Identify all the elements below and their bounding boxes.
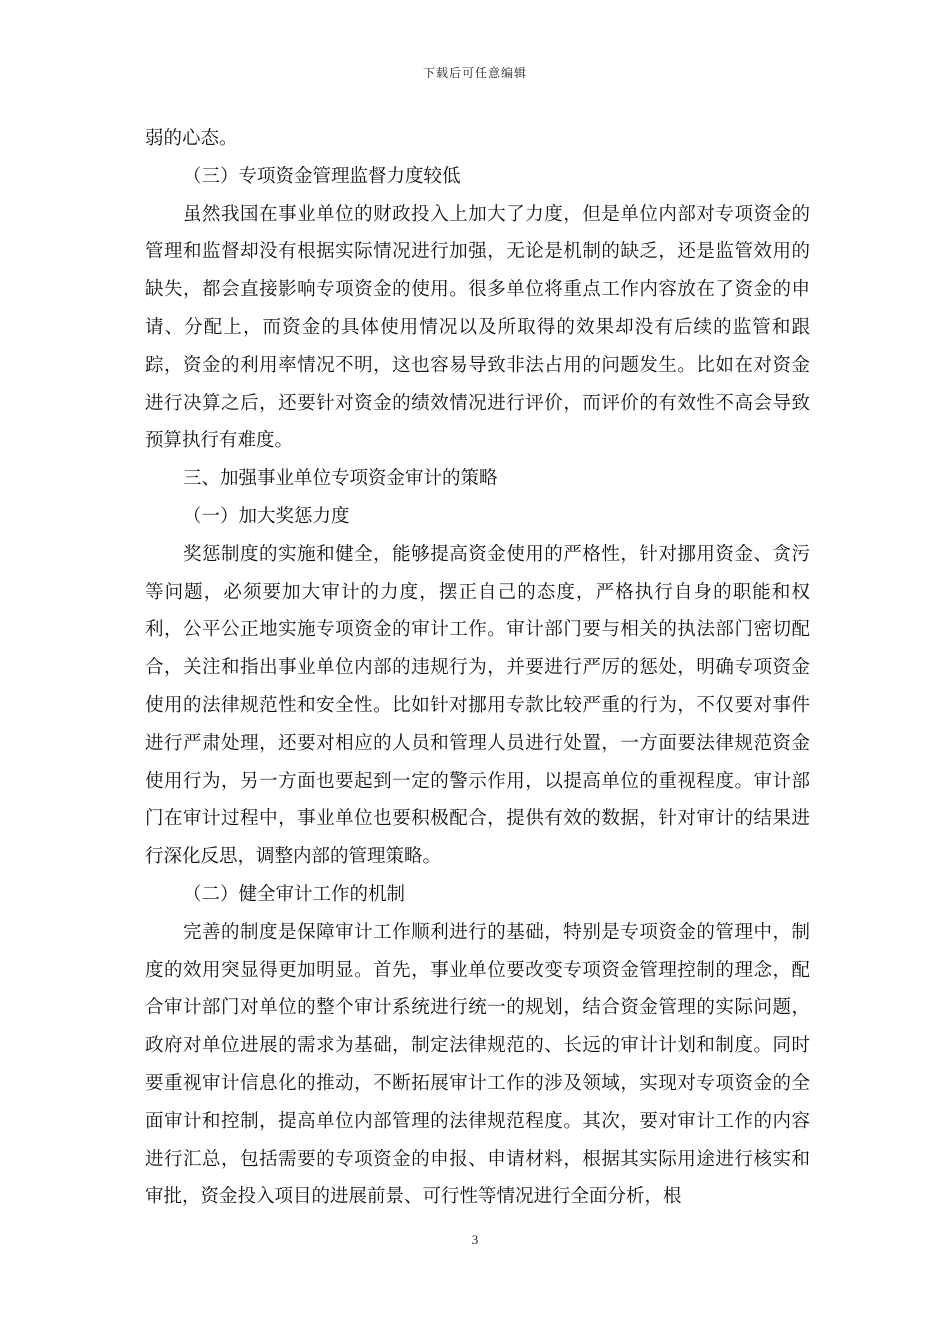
subheading-2: （二）健全审计工作的机制 — [183, 883, 406, 905]
paragraph: 虽然我国在事业单位的财政投入上加大了力度，但是单位内部对专项资金的管理和监督却没有根据实际情况进行加强，无论是机制的缺乏，还是监管效用的缺失，都会直接影响专项资金的使用。很多单位将重点工作内容放在了资金的申请、分配上，而资金的具体使用情况以及所取得的效果却没有后续的监管和跟踪，资金的利用率情况不明，这也容易导致非法占用的问题发生。比如在对资金进行决算之后，还要针对资金的绩效情况进行评价，而评价的有效性不高会导致预算执行有难度。 — [145, 203, 810, 452]
subheading-1: （一）加大奖惩力度 — [183, 505, 350, 527]
paragraph: 奖惩制度的实施和健全，能够提高资金使用的严格性，针对挪用资金、贪污等问题，必须要加大审计的力度，摆正自己的态度，严格执行自身的职能和权利，公平公正地实施专项资金的审计工作。审计部门要与相关的执法部门密切配合，关注和指出事业单位内部的违规行为，并要进行严厉的惩处，明确专项资金使用的法律规范性和安全性。比如针对挪用专款比较严重的行为，不仅要对事件进行严肃处理，还要对相应的人员和管理人员进行处置，一方面要法律规范资金使用行为，另一方面也要起到一定的警示作用，以提高单位的重视程度。审计部门在审计过程中，事业单位也要积极配合，提供有效的数据，针对审计的结果进行深化反思，调整内部的管理策略。 — [145, 543, 810, 868]
paragraph-continuation: 弱的心态。 — [145, 128, 238, 149]
document-body — [145, 120, 810, 1216]
paragraph: 完善的制度是保障审计工作顺利进行的基础，特别是专项资金的管理中，制度的效用突显得更加明显。首先，事业单位要改变专项资金管理控制的理念，配合审计部门对单位的整个审计系统进行统一的规划，结合资金管理的实际问题，政府对单位进展的需求为基础，制定法律规范的、长远的审计计划和制度。同时要重视审计信息化的推动，不断拓展审计工作的涉及领域，实现对专项资金的全面审计和控制，提高单位内部管理的法律规范程度。其次，要对审计工作的内容进行汇总，包括需要的专项资金的申报、申请材料，根据其实际用途进行核实和审批，资金投入项目的进展前景、可行性等情况进行全面分析，根 — [145, 921, 810, 1208]
section-heading: 三、加强事业单位专项资金审计的策略 — [183, 468, 498, 490]
page-number: 3 — [471, 1232, 479, 1247]
subheading-3: （三）专项资金管理监督力度较低 — [183, 165, 461, 187]
page-header: 下载后可任意编辑 — [422, 66, 527, 80]
